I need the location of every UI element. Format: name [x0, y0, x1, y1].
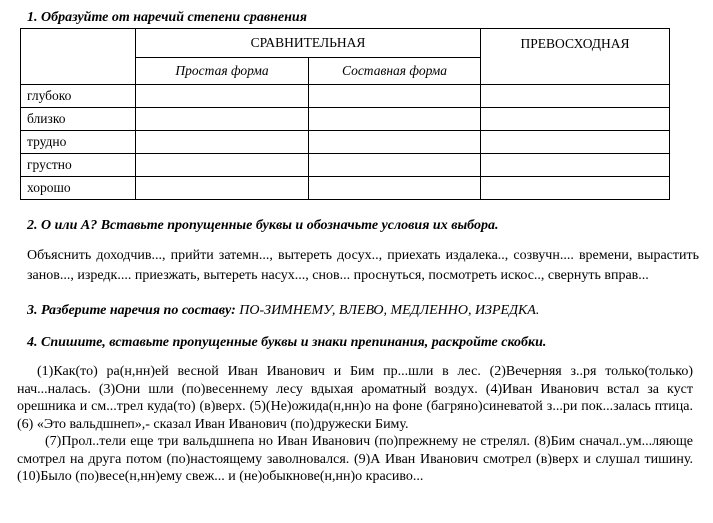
section-4-heading: 4. Спишите, вставьте пропущенные буквы и знаки препинания, раскройте скобки. — [27, 335, 547, 350]
section-4-paragraph-2: (7)Прол..тели еще три вальдшнепа но Иван Иванович (по)прежнему не стрелял. (8)Бим сначал..ум...ляюще смотрел на друга потом (по)настоящему заволновался. (9)А Иван Иванович смотрел (в)верх и слушал тишину. (10)Было (по)весе(н,нн)ему свеж... и (не)обыкнове(н,нн)о красиво... — [17, 434, 693, 484]
table-header-superlative: ПРЕВОСХОДНАЯ — [481, 29, 670, 85]
answer-cell-compound — [309, 154, 481, 177]
table-corner-cell — [21, 29, 136, 85]
answer-cell-superlative — [481, 154, 670, 177]
table-row — [21, 131, 670, 154]
section-4-paragraph-1: (1)Как(то) ра(н,нн)ей весной Иван Иванович и Бим пр...шли в лес. (2)Вечерняя з..ря только(только) нач...налась. (3)Они шли (по)весеннему лесу вдыхая ароматный воздух. (4)Иван Иванович встал за куст орешника и см...трел куда(то) (в)верх. (5)(Не)ожида(н,нн)о на фоне (багряно)синеватой з...ри пок...залась птица. (6) «Это вальдшнеп»,- сказал Иван Иванович (по)дружески Биму. — [17, 364, 693, 432]
answer-cell-simple — [136, 131, 309, 154]
table-header-comparative: СРАВНИТЕЛЬНАЯ — [136, 29, 481, 58]
adverb-label: хорошо — [21, 177, 136, 200]
answer-cell-compound — [309, 131, 481, 154]
table-row — [21, 108, 670, 131]
section-2-exercise-text: Объяснить доходчив..., прийти затемн..., вытереть досух.., приехать издалека.., созвучн.... времени, вырастить занов..., изредк.... приезжать, вытереть насух..., снов... проснуться, посмотреть искос.., свернуть вправ... — [27, 248, 699, 283]
table-subheader-simple-form: Простая форма — [136, 58, 309, 85]
table-row — [21, 85, 670, 108]
adverb-label: глубоко — [21, 85, 136, 108]
table-row — [21, 177, 670, 200]
adverb-label: близко — [21, 108, 136, 131]
answer-cell-compound — [309, 177, 481, 200]
answer-cell-simple — [136, 177, 309, 200]
answer-cell-superlative — [481, 85, 670, 108]
degrees-of-comparison-table — [20, 28, 670, 200]
section-3-heading — [27, 302, 697, 319]
table-row — [21, 154, 670, 177]
section-1-heading: 1. Образуйте от наречий степени сравнения — [27, 10, 307, 25]
answer-cell-superlative — [481, 177, 670, 200]
answer-cell-simple — [136, 108, 309, 131]
section-2-heading: 2. О или А? Вставьте пропущенные буквы и обозначьте условия их выбора. — [27, 218, 499, 233]
answer-cell-simple — [136, 85, 309, 108]
answer-cell-superlative — [481, 131, 670, 154]
section-3-heading-label: 3. Разберите наречия по составу: — [27, 303, 236, 318]
answer-cell-compound — [309, 85, 481, 108]
answer-cell-simple — [136, 154, 309, 177]
table-subheader-compound-form: Составная форма — [309, 58, 481, 85]
answer-cell-superlative — [481, 108, 670, 131]
adverb-label: грустно — [21, 154, 136, 177]
answer-cell-compound — [309, 108, 481, 131]
adverb-label: трудно — [21, 131, 136, 154]
section-3-adverb-list: ПО-ЗИМНЕМУ, ВЛЕВО, МЕДЛЕННО, ИЗРЕДКА. — [235, 303, 540, 318]
